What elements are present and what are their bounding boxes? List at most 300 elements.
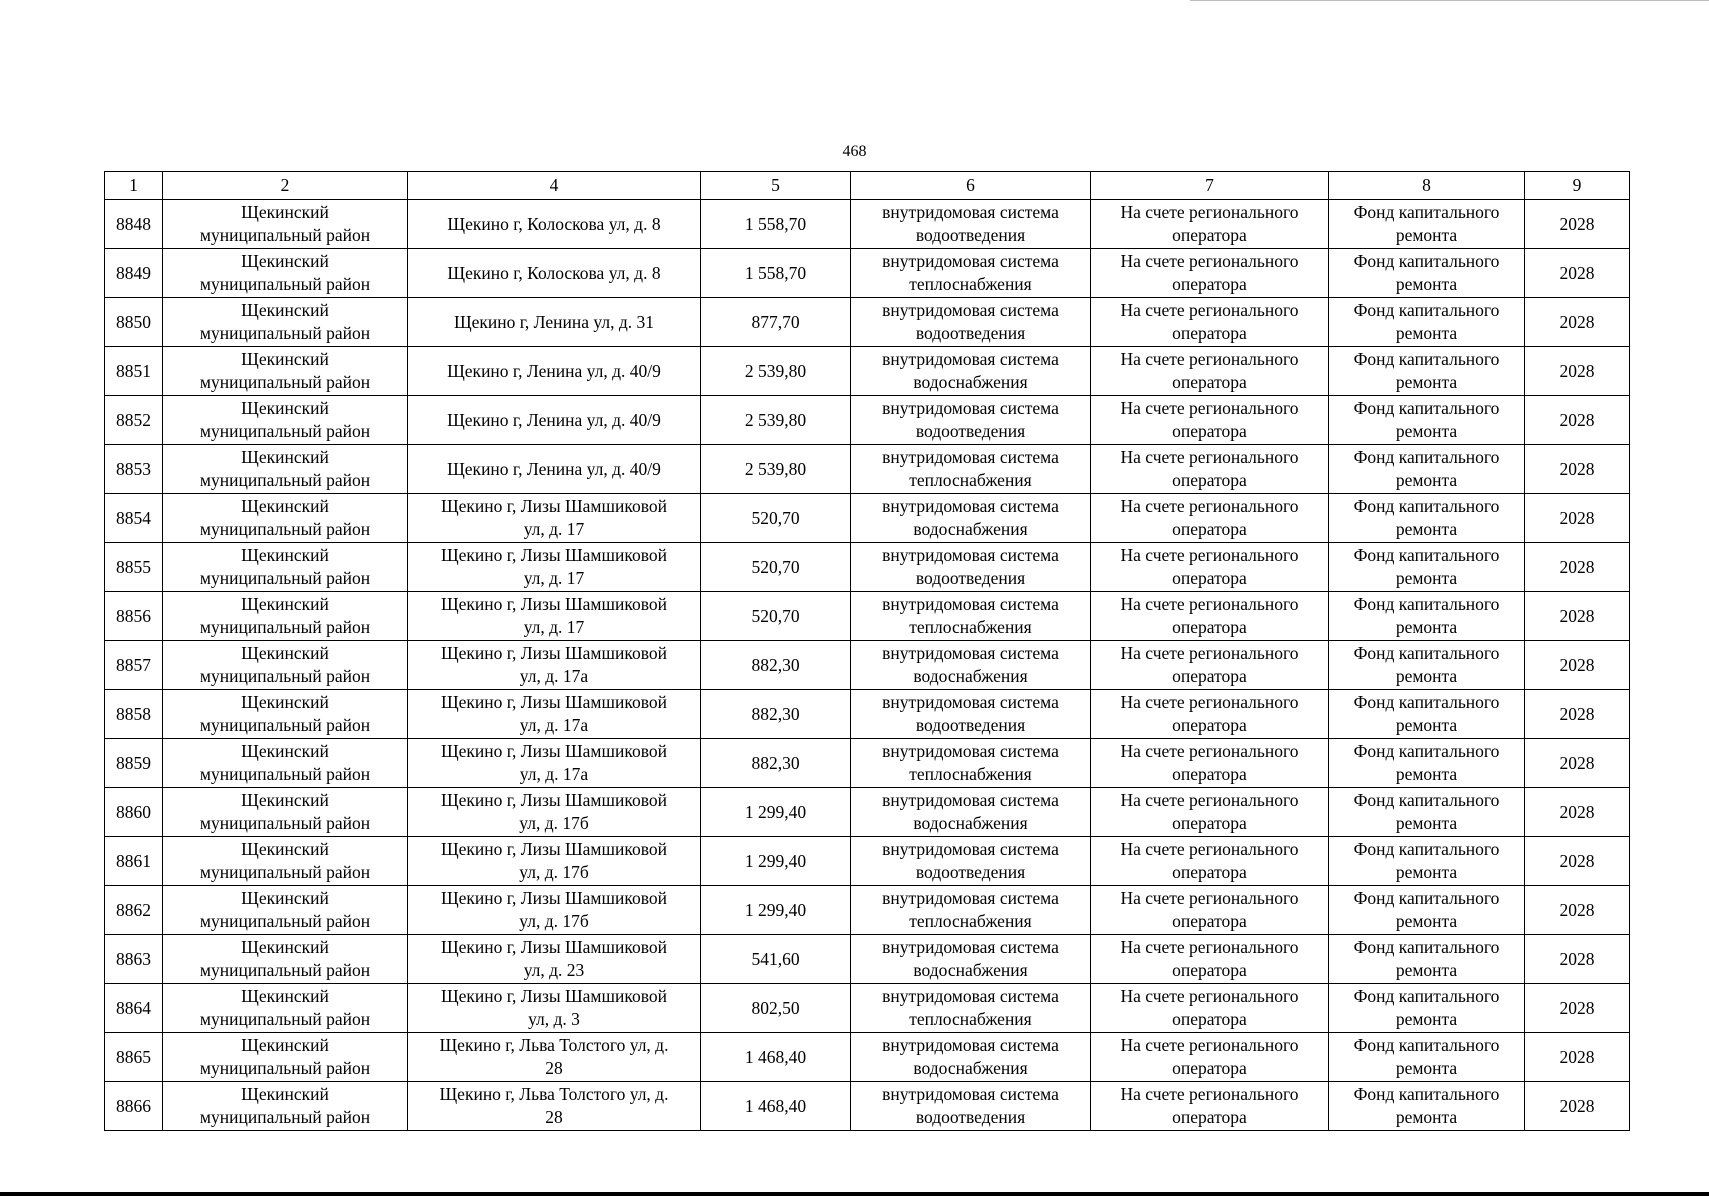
column-header: 1 [105,172,163,200]
account-cell-line: оператора [1172,274,1247,294]
district-cell [163,788,408,837]
address-cell [408,200,701,249]
table-row [105,690,1630,739]
district-cell [163,396,408,445]
column-header: 2 [163,172,408,200]
table-row [105,641,1630,690]
fund-cell-line: Фонд капитального [1353,1035,1500,1055]
system-cell-line: внутридомовая система [882,545,1059,565]
address-cell-line: ул, д. 17б [519,911,589,931]
area-cell: 520,70 [701,494,851,543]
address-cell [408,984,701,1033]
address-cell-line: Щекино г, Лизы Шамшиковой [441,496,667,516]
table-row [105,494,1630,543]
account-cell [1091,396,1329,445]
account-cell [1091,200,1329,249]
district-cell-line: муниципальный район [199,274,371,294]
fund-cell [1329,886,1525,935]
account-cell-line: оператора [1172,715,1247,735]
district-cell [163,494,408,543]
column-header: 8 [1329,172,1525,200]
row-number-cell: 8856 [105,592,163,641]
row-number-cell: 8860 [105,788,163,837]
area-cell: 1 558,70 [701,200,851,249]
district-cell [163,1033,408,1082]
table-row [105,396,1630,445]
district-cell-line: муниципальный район [199,960,371,980]
district-cell-line: Щекинский [241,790,329,810]
account-cell-line: оператора [1172,617,1247,637]
account-cell-line: оператора [1172,666,1247,686]
address-cell-line: ул, д. 3 [528,1009,580,1029]
year-cell: 2028 [1525,984,1630,1033]
district-cell-line: Щекинский [241,447,329,467]
system-cell-line: внутридомовая система [882,937,1059,957]
row-number-cell: 8851 [105,347,163,396]
system-cell-line: водоснабжения [913,666,1028,686]
row-number-cell: 8858 [105,690,163,739]
account-cell-line: На счете регионального [1120,496,1299,516]
year-cell: 2028 [1525,1082,1630,1131]
table-row [105,249,1630,298]
address-cell-line: Щекино г, Льва Толстого ул, д. [439,1084,669,1104]
district-cell [163,445,408,494]
year-cell: 2028 [1525,543,1630,592]
account-cell [1091,445,1329,494]
address-cell [408,249,701,298]
year-cell: 2028 [1525,494,1630,543]
column-header: 6 [851,172,1091,200]
account-cell [1091,837,1329,886]
row-number-cell: 8848 [105,200,163,249]
system-cell-line: внутридомовая система [882,790,1059,810]
fund-cell [1329,396,1525,445]
address-cell-line: Щекино г, Лизы Шамшиковой [441,937,667,957]
address-cell-line: ул, д. 17 [523,519,585,539]
district-cell-line: Щекинский [241,594,329,614]
fund-cell-line: Фонд капитального [1353,594,1500,614]
account-cell-line: оператора [1172,323,1247,343]
account-cell-line: оператора [1172,813,1247,833]
address-cell [408,494,701,543]
account-cell [1091,543,1329,592]
row-number-cell: 8865 [105,1033,163,1082]
fund-cell-line: Фонд капитального [1353,398,1500,418]
system-cell-line: водоотведения [915,225,1026,245]
account-cell [1091,494,1329,543]
area-cell: 2 539,80 [701,396,851,445]
account-cell-line: На счете регионального [1120,349,1299,369]
system-cell-line: теплоснабжения [909,470,1032,490]
district-cell-line: Щекинский [241,741,329,761]
district-cell-line: муниципальный район [199,764,371,784]
year-cell: 2028 [1525,396,1630,445]
fund-cell [1329,494,1525,543]
district-cell [163,347,408,396]
fund-cell-line: Фонд капитального [1353,496,1500,516]
district-cell-line: муниципальный район [199,813,371,833]
district-cell-line: Щекинский [241,1084,329,1104]
address-cell [408,1082,701,1131]
fund-cell-line: Фонд капитального [1353,937,1500,957]
district-cell-line: Щекинский [241,349,329,369]
district-cell-line: Щекинский [241,496,329,516]
district-cell-line: Щекинский [241,545,329,565]
fund-cell-line: ремонта [1395,274,1458,294]
system-cell-line: водоснабжения [913,960,1028,980]
fund-cell [1329,1033,1525,1082]
area-cell: 541,60 [701,935,851,984]
table-row [105,298,1630,347]
fund-cell-line: ремонта [1395,519,1458,539]
district-cell-line: Щекинский [241,692,329,712]
fund-cell [1329,739,1525,788]
fund-cell-line: ремонта [1395,862,1458,882]
district-cell [163,592,408,641]
area-cell: 882,30 [701,641,851,690]
fund-cell-line: Фонд капитального [1353,251,1500,271]
column-header: 4 [408,172,701,200]
fund-cell [1329,298,1525,347]
district-cell-line: Щекинский [241,839,329,859]
account-cell [1091,1033,1329,1082]
system-cell-line: водоотведения [915,323,1026,343]
year-cell: 2028 [1525,249,1630,298]
area-cell: 520,70 [701,592,851,641]
area-cell: 1 468,40 [701,1033,851,1082]
fund-cell-line: ремонта [1395,764,1458,784]
account-cell-line: На счете регионального [1120,937,1299,957]
account-cell-line: оператора [1172,421,1247,441]
system-cell-line: водоотведения [915,715,1026,735]
address-cell-line: Щекино г, Лизы Шамшиковой [441,692,667,712]
address-cell [408,886,701,935]
row-number-cell: 8852 [105,396,163,445]
address-cell-line: Щекино г, Лизы Шамшиковой [441,986,667,1006]
account-cell-line: оператора [1172,764,1247,784]
fund-cell-line: ремонта [1395,421,1458,441]
district-cell [163,886,408,935]
year-cell: 2028 [1525,298,1630,347]
account-cell-line: оператора [1172,470,1247,490]
system-cell-line: внутридомовая система [882,398,1059,418]
fund-cell [1329,984,1525,1033]
address-cell-line: Щекино г, Льва Толстого ул, д. [439,1035,669,1055]
row-number-cell: 8855 [105,543,163,592]
account-cell-line: оператора [1172,568,1247,588]
row-number-cell: 8862 [105,886,163,935]
district-cell [163,935,408,984]
system-cell [851,788,1091,837]
row-number-cell: 8859 [105,739,163,788]
account-cell-line: На счете регионального [1120,202,1299,222]
address-cell-line: Щекино г, Ленина ул, д. 40/9 [447,409,661,430]
fund-cell-line: ремонта [1395,372,1458,392]
fund-cell-line: Фонд капитального [1353,986,1500,1006]
area-cell: 1 558,70 [701,249,851,298]
address-cell [408,396,701,445]
district-cell-line: муниципальный район [199,1058,371,1078]
fund-cell-line: Фонд капитального [1353,545,1500,565]
system-cell-line: водоснабжения [913,1058,1028,1078]
account-cell-line: На счете регионального [1120,839,1299,859]
system-cell-line: внутридомовая система [882,888,1059,908]
fund-cell-line: Фонд капитального [1353,741,1500,761]
system-cell-line: водоотведения [915,568,1026,588]
address-cell-line: Щекино г, Лизы Шамшиковой [441,888,667,908]
table-row [105,739,1630,788]
district-cell [163,249,408,298]
address-cell [408,298,701,347]
district-cell-line: муниципальный район [199,911,371,931]
fund-cell-line: ремонта [1395,1009,1458,1029]
district-cell [163,837,408,886]
table-row [105,445,1630,494]
fund-cell [1329,641,1525,690]
district-cell-line: муниципальный район [199,666,371,686]
system-cell-line: теплоснабжения [909,1009,1032,1029]
system-cell-line: внутридомовая система [882,643,1059,663]
address-cell-line: ул, д. 23 [523,960,585,980]
address-cell [408,592,701,641]
year-cell: 2028 [1525,690,1630,739]
account-cell [1091,935,1329,984]
address-cell [408,1033,701,1082]
table-row [105,788,1630,837]
fund-cell [1329,543,1525,592]
fund-cell-line: Фонд капитального [1353,202,1500,222]
fund-cell-line: ремонта [1395,568,1458,588]
account-cell-line: На счете регионального [1120,741,1299,761]
address-cell-line: ул, д. 17б [519,813,589,833]
account-cell [1091,1082,1329,1131]
table-row [105,543,1630,592]
address-cell-line: Щекино г, Лизы Шамшиковой [441,790,667,810]
district-cell-line: муниципальный район [199,470,371,490]
account-cell [1091,249,1329,298]
year-cell: 2028 [1525,592,1630,641]
address-cell-line: Щекино г, Ленина ул, д. 31 [453,311,655,332]
system-cell [851,935,1091,984]
column-header: 7 [1091,172,1329,200]
fund-cell [1329,690,1525,739]
row-number-cell: 8863 [105,935,163,984]
account-cell-line: оператора [1172,1009,1247,1029]
account-cell-line: На счете регионального [1120,251,1299,271]
system-cell [851,739,1091,788]
system-cell-line: водоснабжения [913,372,1028,392]
system-cell-line: внутридомовая система [882,496,1059,516]
system-cell-line: теплоснабжения [909,764,1032,784]
table-row [105,592,1630,641]
account-cell [1091,886,1329,935]
account-cell-line: На счете регионального [1120,790,1299,810]
address-cell-line: ул, д. 17а [519,715,589,735]
fund-cell-line: ремонта [1395,715,1458,735]
system-cell-line: внутридомовая система [882,251,1059,271]
fund-cell-line: ремонта [1395,617,1458,637]
district-cell-line: муниципальный район [199,519,371,539]
table-row [105,1082,1630,1131]
fund-cell-line: Фонд капитального [1353,1084,1500,1104]
year-cell: 2028 [1525,788,1630,837]
address-cell [408,445,701,494]
address-cell-line: Щекино г, Колоскова ул, д. 8 [447,213,661,234]
account-cell-line: оператора [1172,862,1247,882]
account-cell-line: оператора [1172,1058,1247,1078]
district-cell [163,543,408,592]
area-cell: 1 468,40 [701,1082,851,1131]
account-cell [1091,690,1329,739]
table-row [105,886,1630,935]
system-cell [851,396,1091,445]
scan-bottom-edge [0,1192,1709,1196]
fund-cell-line: ремонта [1395,323,1458,343]
system-cell-line: водоотведения [915,421,1026,441]
area-cell: 882,30 [701,739,851,788]
fund-cell [1329,445,1525,494]
address-cell-line: Щекино г, Колоскова ул, д. 8 [447,262,661,283]
table-row [105,347,1630,396]
page-number: 468 [842,143,867,160]
table-row [105,1033,1630,1082]
system-cell [851,494,1091,543]
year-cell: 2028 [1525,200,1630,249]
system-cell [851,984,1091,1033]
district-cell-line: Щекинский [241,251,329,271]
fund-cell-line: ремонта [1395,1107,1458,1127]
fund-cell [1329,200,1525,249]
system-cell-line: внутридомовая система [882,1035,1059,1055]
fund-cell-line: Фонд капитального [1353,692,1500,712]
address-cell-line: ул, д. 17б [519,862,589,882]
address-cell [408,690,701,739]
fund-cell-line: Фонд капитального [1353,790,1500,810]
fund-cell [1329,935,1525,984]
account-cell-line: На счете регионального [1120,643,1299,663]
system-cell [851,347,1091,396]
account-cell-line: На счете регионального [1120,398,1299,418]
account-cell-line: оператора [1172,960,1247,980]
area-cell: 882,30 [701,690,851,739]
account-cell [1091,788,1329,837]
fund-cell-line: ремонта [1395,813,1458,833]
system-cell-line: водоотведения [915,1107,1026,1127]
address-cell [408,641,701,690]
account-cell-line: На счете регионального [1120,545,1299,565]
table-header-row [105,172,1630,200]
row-number-cell: 8853 [105,445,163,494]
column-header: 9 [1525,172,1630,200]
system-cell [851,690,1091,739]
district-cell [163,984,408,1033]
fund-cell-line: ремонта [1395,666,1458,686]
scan-edge-line [1190,0,1709,1]
district-cell-line: Щекинский [241,202,329,222]
district-cell-line: муниципальный район [199,715,371,735]
district-cell [163,298,408,347]
account-cell-line: На счете регионального [1120,300,1299,320]
system-cell-line: внутридомовая система [882,349,1059,369]
system-cell-line: внутридомовая система [882,594,1059,614]
account-cell-line: оператора [1172,225,1247,245]
system-cell-line: водоснабжения [913,813,1028,833]
system-cell [851,543,1091,592]
system-cell [851,1082,1091,1131]
account-cell-line: На счете регионального [1120,447,1299,467]
fund-cell-line: Фонд капитального [1353,349,1500,369]
district-cell-line: Щекинский [241,888,329,908]
district-cell-line: Щекинский [241,1035,329,1055]
address-cell [408,837,701,886]
row-number-cell: 8850 [105,298,163,347]
district-cell-line: муниципальный район [199,323,371,343]
area-cell: 520,70 [701,543,851,592]
system-cell-line: внутридомовая система [882,1084,1059,1104]
system-cell-line: водоснабжения [913,519,1028,539]
district-cell [163,1082,408,1131]
fund-cell [1329,788,1525,837]
district-cell-line: муниципальный район [199,421,371,441]
account-cell [1091,347,1329,396]
district-cell [163,200,408,249]
system-cell [851,200,1091,249]
system-cell-line: теплоснабжения [909,274,1032,294]
system-cell [851,641,1091,690]
year-cell: 2028 [1525,347,1630,396]
account-cell-line: оператора [1172,911,1247,931]
district-cell-line: муниципальный район [199,372,371,392]
district-cell-line: Щекинский [241,398,329,418]
system-cell [851,886,1091,935]
table-row [105,837,1630,886]
account-cell [1091,641,1329,690]
district-cell-line: муниципальный район [199,568,371,588]
year-cell: 2028 [1525,739,1630,788]
fund-cell-line: Фонд капитального [1353,300,1500,320]
area-cell: 1 299,40 [701,788,851,837]
district-cell-line: муниципальный район [199,617,371,637]
address-cell-line: Щекино г, Лизы Шамшиковой [441,741,667,761]
account-cell-line: На счете регионального [1120,692,1299,712]
account-cell-line: На счете регионального [1120,986,1299,1006]
district-cell-line: муниципальный район [199,862,371,882]
account-cell-line: На счете регионального [1120,594,1299,614]
fund-cell-line: Фонд капитального [1353,643,1500,663]
table-row [105,200,1630,249]
system-cell-line: внутридомовая система [882,447,1059,467]
fund-cell [1329,592,1525,641]
account-cell-line: оператора [1172,519,1247,539]
system-cell-line: внутридомовая система [882,741,1059,761]
district-cell [163,739,408,788]
fund-cell-line: ремонта [1395,960,1458,980]
fund-cell [1329,837,1525,886]
system-cell-line: внутридомовая система [882,202,1059,222]
fund-cell-line: ремонта [1395,225,1458,245]
system-cell-line: внутридомовая система [882,839,1059,859]
year-cell: 2028 [1525,935,1630,984]
address-cell-line: Щекино г, Лизы Шамшиковой [441,643,667,663]
address-cell [408,788,701,837]
system-cell-line: водоотведения [915,862,1026,882]
district-cell-line: Щекинский [241,300,329,320]
system-cell [851,1033,1091,1082]
area-cell: 2 539,80 [701,347,851,396]
address-cell-line: 28 [545,1058,563,1078]
year-cell: 2028 [1525,837,1630,886]
row-number-cell: 8864 [105,984,163,1033]
